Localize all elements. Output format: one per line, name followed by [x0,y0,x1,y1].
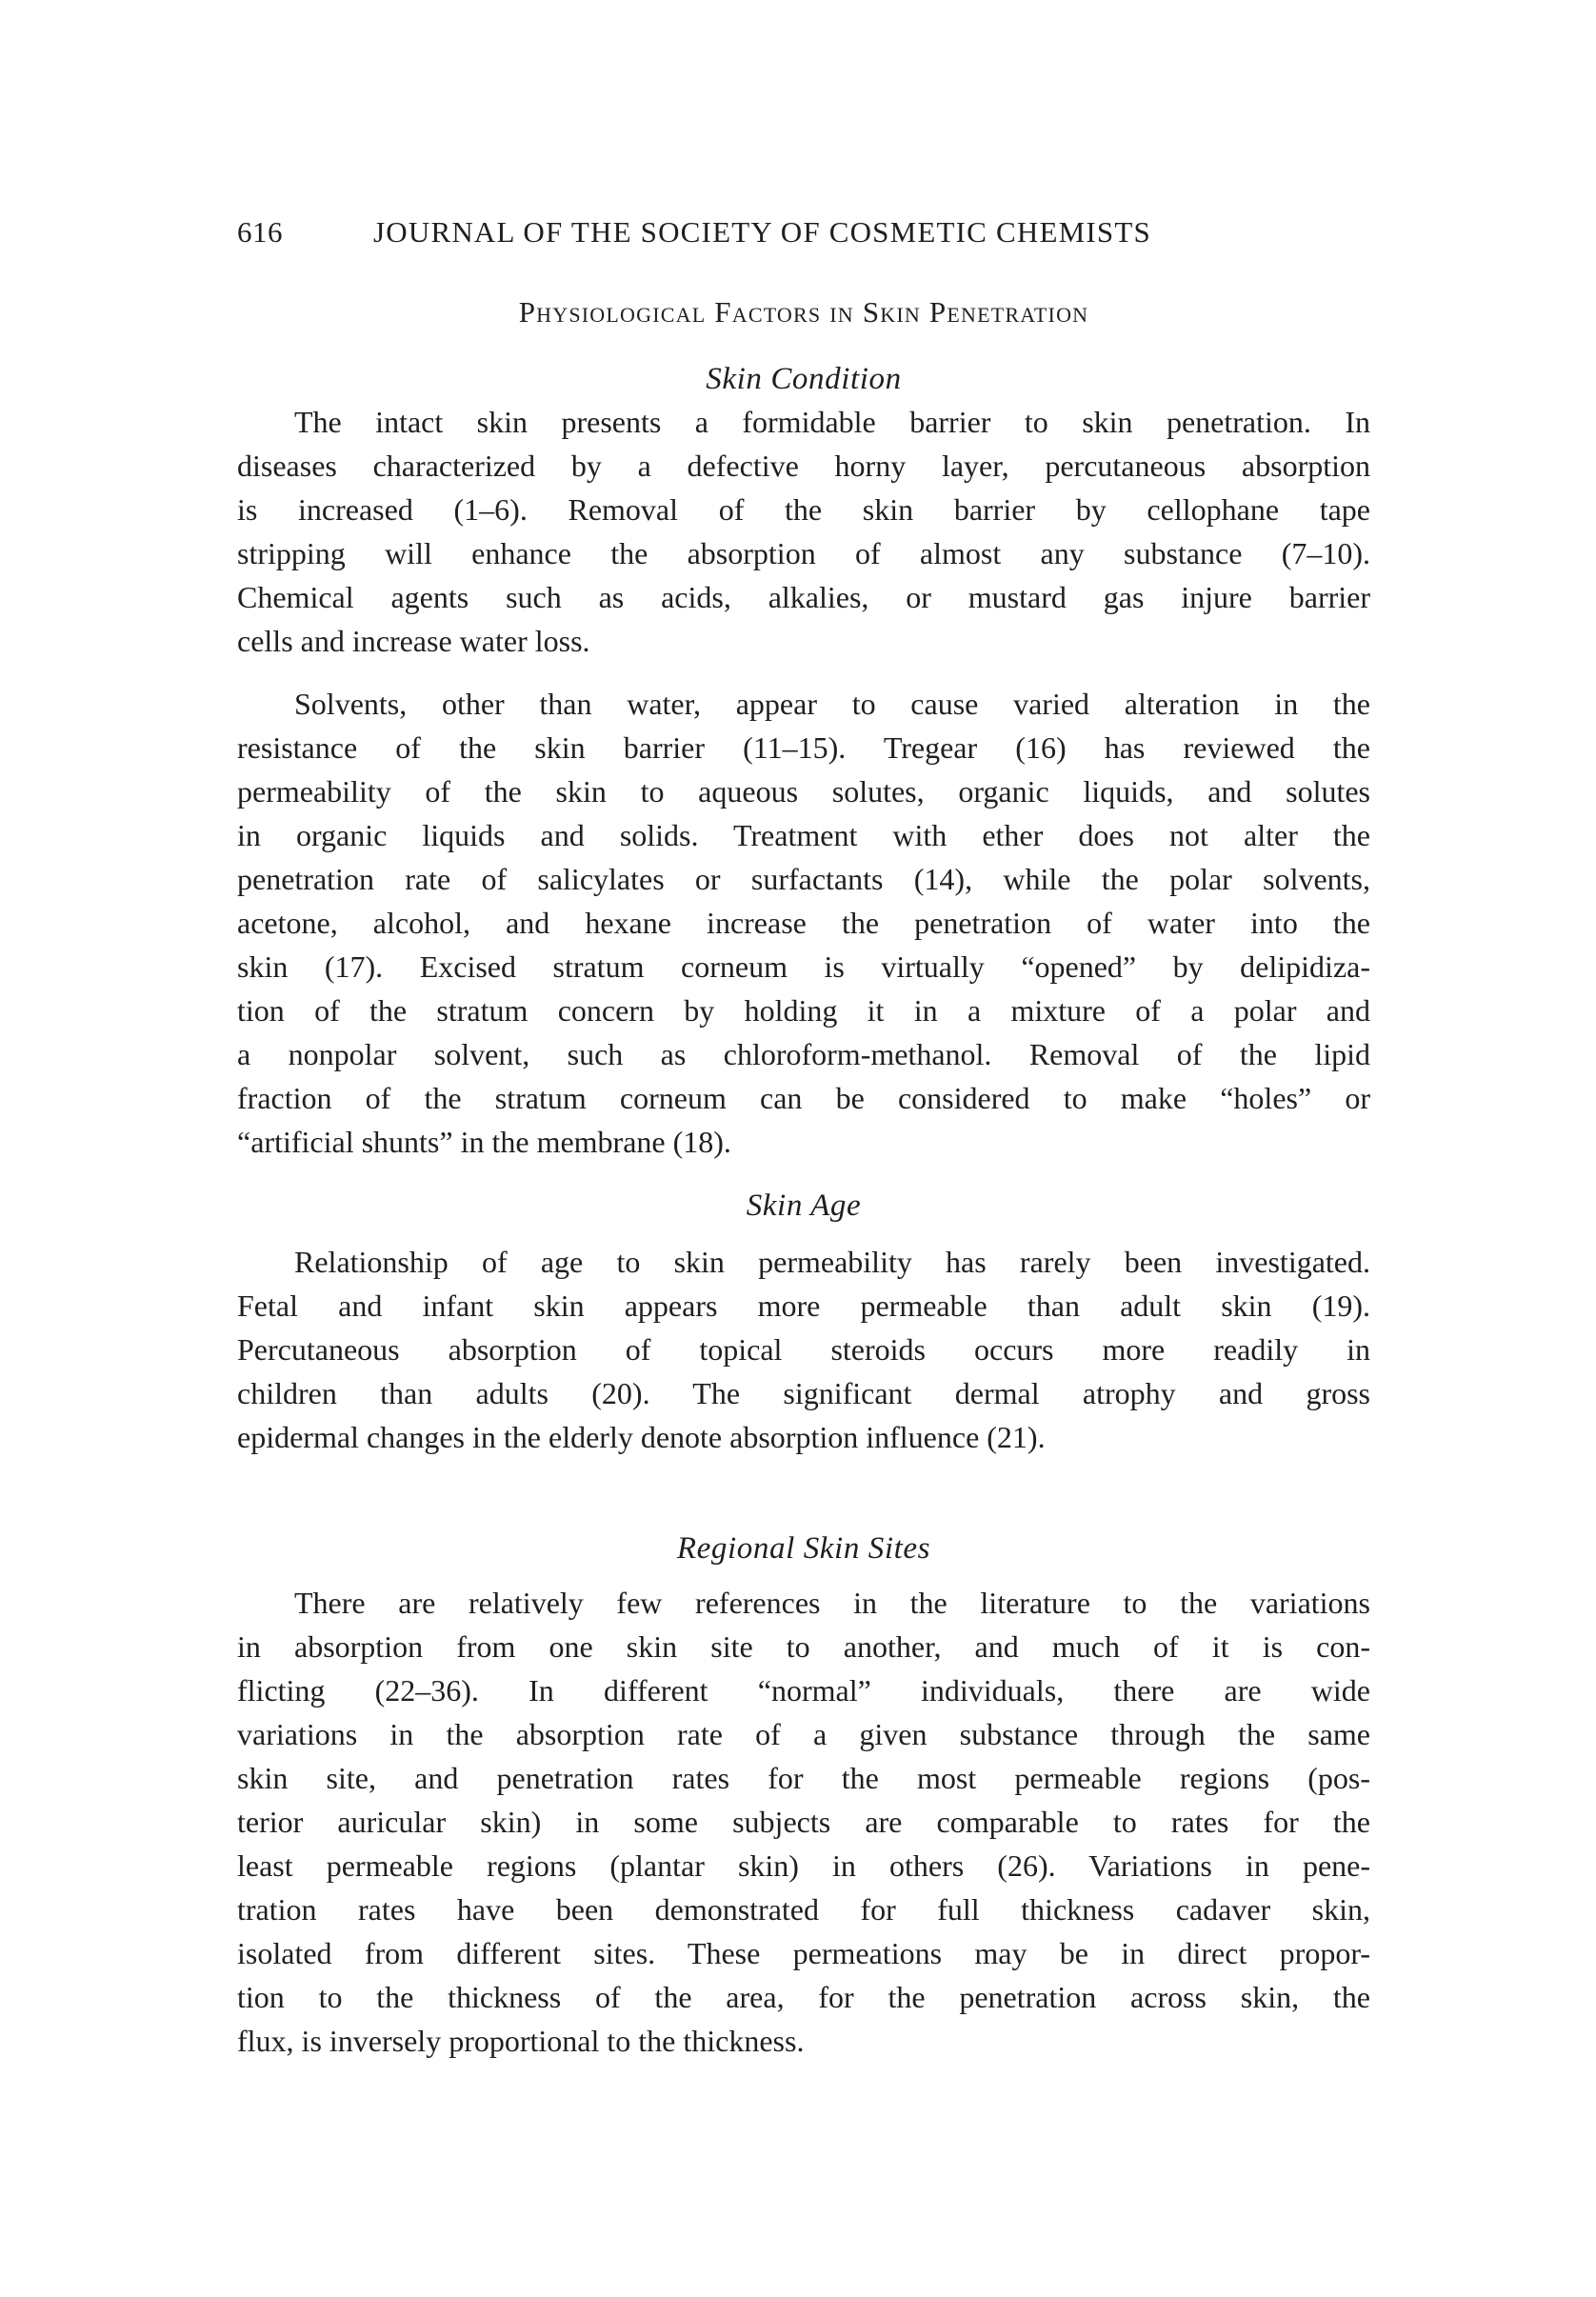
text-line: tion of the stratum concern by holding it in a mixture of a polar and [237,993,1370,1028]
text-line: least permeable regions (plantar skin) in others (26). Variations in pene- [237,1848,1370,1883]
running-head [237,215,1380,257]
text-line: flux, is inversely proportional to the thickness. [237,2024,805,2058]
text-line: is increased (1–6). Removal of the skin barrier by cellophane tape [237,492,1370,527]
text-line: permeability of the skin to aqueous solutes, organic liquids, and solutes [237,774,1370,809]
text-line: cells and increase water loss. [237,624,590,658]
text-line: epidermal changes in the elderly denote absorption influence (21). [237,1420,1046,1454]
subheading-skin-age: Skin Age [746,1188,862,1223]
text-line: Chemical agents such as acids, alkalies, or mustard gas injure barrier [237,580,1370,614]
text-line: in organic liquids and solids. Treatment with ether does not alter the [237,818,1370,852]
text-line: terior auricular skin) in some subjects are comparable to rates for the [237,1805,1370,1839]
paragraph-skin-condition-2 [237,682,1370,1164]
text-line: variations in the absorption rate of a given substance through the same [237,1717,1370,1751]
text-line: Relationship of age to skin permeability has rarely been investigated. [294,1245,1370,1279]
text-line: in absorption from one skin site to another, and much of it is con- [237,1629,1370,1664]
text-line: penetration rate of salicylates or surfactants (14), while the polar solvents, [237,862,1370,896]
text-line: Fetal and infant skin appears more permeable than adult skin (19). [237,1288,1370,1323]
subheading-regional-skin-sites: Regional Skin Sites [676,1531,931,1566]
text-line: flicting (22–36). In different “normal” individuals, there are wide [237,1673,1370,1708]
text-line: a nonpolar solvent, such as chloroform-methanol. Removal of the lipid [237,1037,1370,1071]
text-line: diseases characterized by a defective horny layer, percutaneous absorption [237,449,1370,483]
text-line: The intact skin presents a formidable barrier to skin penetration. In [294,405,1370,439]
text-line: skin site, and penetration rates for the most permeable regions (pos- [237,1761,1370,1795]
paragraph-skin-condition-1 [237,400,1370,663]
text-line: Solvents, other than water, appear to cause varied alteration in the [294,687,1370,721]
text-line: tion to the thickness of the area, for the penetration across skin, the [237,1980,1370,2014]
paragraph-regional-skin-sites [237,1581,1370,2063]
text-line: acetone, alcohol, and hexane increase the penetration of water into the [237,906,1370,940]
subheading-skin-condition: Skin Condition [706,362,902,396]
text-line: skin (17). Excised stratum corneum is virtually “opened” by delipidiza- [237,949,1370,984]
page-number: 616 [237,215,283,249]
section-heading: Physiological Factors in Skin Penetration [518,295,1089,329]
text-line: resistance of the skin barrier (11–15). Tregear (16) has reviewed the [237,730,1370,765]
text-line: There are relatively few references in the literature to the variations [294,1586,1370,1620]
text-line: stripping will enhance the absorption of almost any substance (7–10). [237,536,1370,570]
journal-title: JOURNAL OF THE SOCIETY OF COSMETIC CHEMISTS [373,215,1151,249]
paragraph-skin-age [237,1240,1370,1459]
text-line: isolated from different sites. These permeations may be in direct propor- [237,1936,1370,1970]
text-line: tration rates have been demonstrated for full thickness cadaver skin, [237,1892,1370,1927]
text-line: fraction of the stratum corneum can be considered to make “holes” or [237,1081,1370,1115]
text-line: Percutaneous absorption of topical steroids occurs more readily in [237,1332,1370,1367]
text-line: children than adults (20). The significant dermal atrophy and gross [237,1376,1370,1410]
text-line: “artificial shunts” in the membrane (18). [237,1125,731,1159]
